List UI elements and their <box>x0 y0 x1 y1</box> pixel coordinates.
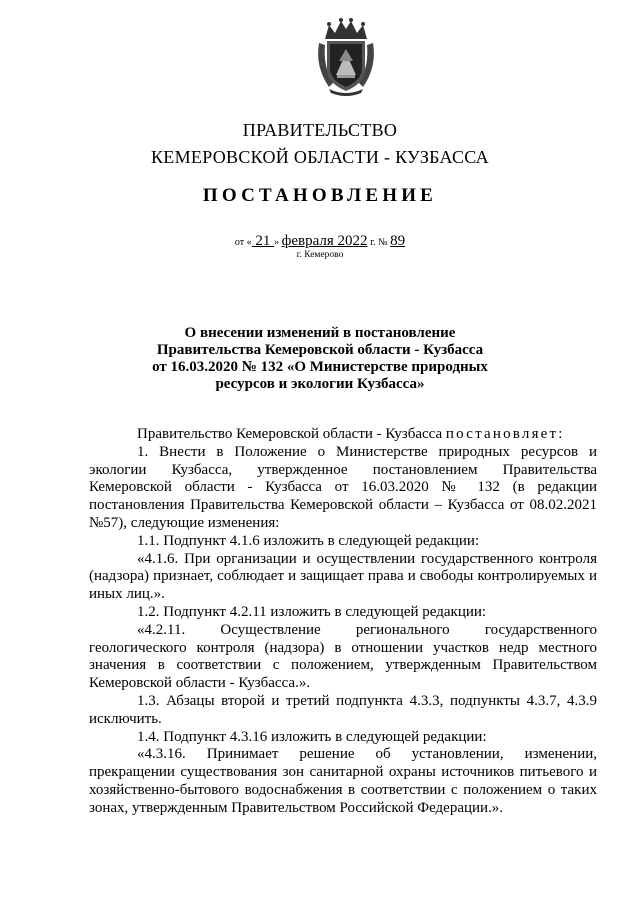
date-number-line <box>0 233 640 250</box>
org-name-line2: КЕМЕРОВСКОЙ ОБЛАСТИ - КУЗБАССА <box>151 147 489 167</box>
city-label: г. Кемерово <box>296 250 344 260</box>
date-day: 21 <box>251 233 275 249</box>
document-number: 89 <box>390 233 406 249</box>
intro-paragraph <box>89 426 597 444</box>
paragraph-4-1-6: «4.1.6. При организации и осуществлении государственного контроля (надзора) признает, соблюдает и защищает права и свободы контролируемых и иных лиц.». <box>89 550 597 603</box>
document-type-title: ПОСТАНОВЛЕНИЕ <box>202 185 438 206</box>
date-mid: » <box>274 237 282 248</box>
date-suffix: г. № <box>367 237 391 248</box>
org-name-line1: ПРАВИТЕЛЬСТВО <box>242 120 398 140</box>
subject-line: ресурсов и экологии Кузбасса» <box>215 376 425 392</box>
coat-of-arms-icon <box>315 17 377 97</box>
paragraph-4-2-11: «4.2.11. Осуществление регионального государственного геологического контроля (надзора) в отношении участков недр местного значения в соответствии с положением, утвержденным Правительством Кемеровской области - Кузбасса.». <box>89 621 597 692</box>
subject-line: О внесении изменений в постановление <box>184 325 456 341</box>
resolves-word: постановляет: <box>445 426 565 442</box>
subject-line: от 16.03.2020 № 132 «О Министерстве природных <box>152 359 488 375</box>
document-body <box>89 426 597 818</box>
paragraph-1-4: 1.4. Подпункт 4.3.16 изложить в следующей редакции: <box>137 728 487 745</box>
document-subject <box>0 325 640 393</box>
date-month-year: февраля 2022 <box>281 233 368 249</box>
paragraph-4-3-16: «4.3.16. Принимает решение об установлении, изменении, прекращении существования зон санитарной охраны источников питьевого и хозяйственно-бытового водоснабжения в соответствии с положением о таких зонах, утвержденным Правительством Российской Федерации.». <box>89 746 597 816</box>
intro-text: Правительство Кемеровской области - Кузбасса <box>137 426 446 442</box>
subject-line: Правительства Кемеровской области - Кузбасса <box>156 342 484 358</box>
date-prefix: от « <box>234 237 252 248</box>
paragraph-1: 1. Внести в Положение о Министерстве природных ресурсов и экологии Кузбасса, утвержденное постановлением Правительства Кемеровской области - Кузбасса от 16.03.2020 № 132 (в редакции постановления Правительства Кемеровской области – Кузбасса от 08.02.2021 №57), следующие изменения: <box>89 443 597 531</box>
paragraph-1-3: 1.3. Абзацы второй и третий подпункта 4.3.3, подпункты 4.3.7, 4.3.9 исключить. <box>89 692 597 727</box>
paragraph-1-1: 1.1. Подпункт 4.1.6 изложить в следующей редакции: <box>137 532 480 549</box>
paragraph-1-2: 1.2. Подпункт 4.2.11 изложить в следующей редакции: <box>137 603 487 620</box>
